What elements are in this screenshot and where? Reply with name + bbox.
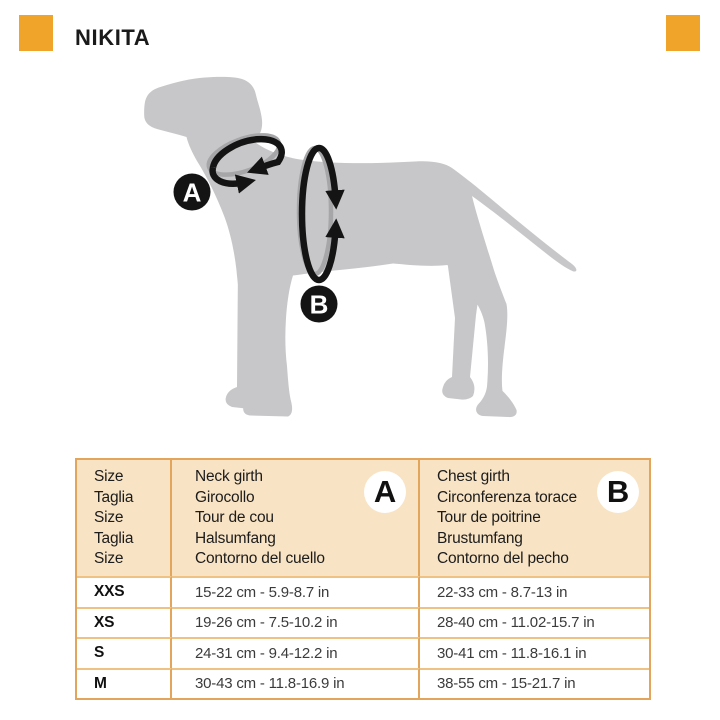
dog-measurement-diagram	[110, 60, 610, 430]
header-line: Contorno del pecho	[437, 550, 569, 568]
header-line: Tour de cou	[195, 509, 274, 527]
header-line: Contorno del cuello	[195, 550, 325, 568]
neck-girth-value: 15-22 cm - 5.9-8.7 in	[172, 576, 420, 607]
chest-girth-value: 38-55 cm - 15-21.7 in	[420, 668, 649, 699]
header-line: Chest girth	[437, 468, 510, 485]
size-table	[75, 458, 651, 700]
size-label: XXS	[77, 576, 172, 607]
dog-silhouette	[144, 77, 576, 417]
size-label: M	[77, 668, 172, 699]
header-line: Size	[94, 509, 124, 527]
neck-girth-value: 19-26 cm - 7.5-10.2 in	[172, 607, 420, 638]
neck-girth-value: 30-43 cm - 11.8-16.9 in	[172, 668, 420, 699]
chest-girth-header-badge: B	[597, 471, 639, 513]
header-line: Brustumfang	[437, 529, 523, 547]
chest-girth-value: 30-41 cm - 11.8-16.1 in	[420, 637, 649, 668]
size-label: S	[77, 637, 172, 668]
header-line: Size	[94, 468, 124, 485]
neck-badge	[174, 174, 211, 211]
header-line: Taglia	[94, 529, 134, 547]
neck-girth-value: 24-31 cm - 9.4-12.2 in	[172, 637, 420, 668]
header-line: Tour de poitrine	[437, 509, 541, 527]
chest-girth-value: 28-40 cm - 11.02-15.7 in	[420, 607, 649, 638]
neck-girth-column-header	[172, 460, 420, 576]
header-line: Neck girth	[195, 468, 263, 485]
chest-badge-letter: B	[309, 289, 329, 320]
product-title: NIKITA	[75, 25, 151, 50]
chest-girth-value: 22-33 cm - 8.7-13 in	[420, 576, 649, 607]
brand-accent-square-right	[666, 15, 700, 51]
size-label: XS	[77, 607, 172, 638]
header-line: Size	[94, 550, 124, 568]
header-line: Halsumfang	[195, 529, 276, 547]
neck-girth-header-badge: A	[364, 471, 406, 513]
neck-badge-letter: A	[182, 177, 202, 208]
header-line: Circonferenza torace	[437, 488, 577, 506]
chest-badge	[301, 286, 338, 323]
header-line: Girocollo	[195, 488, 255, 506]
size-column-header	[77, 460, 172, 576]
chest-girth-column-header	[420, 460, 649, 576]
brand-accent-square-left	[19, 15, 53, 51]
header-line: Taglia	[94, 488, 134, 506]
